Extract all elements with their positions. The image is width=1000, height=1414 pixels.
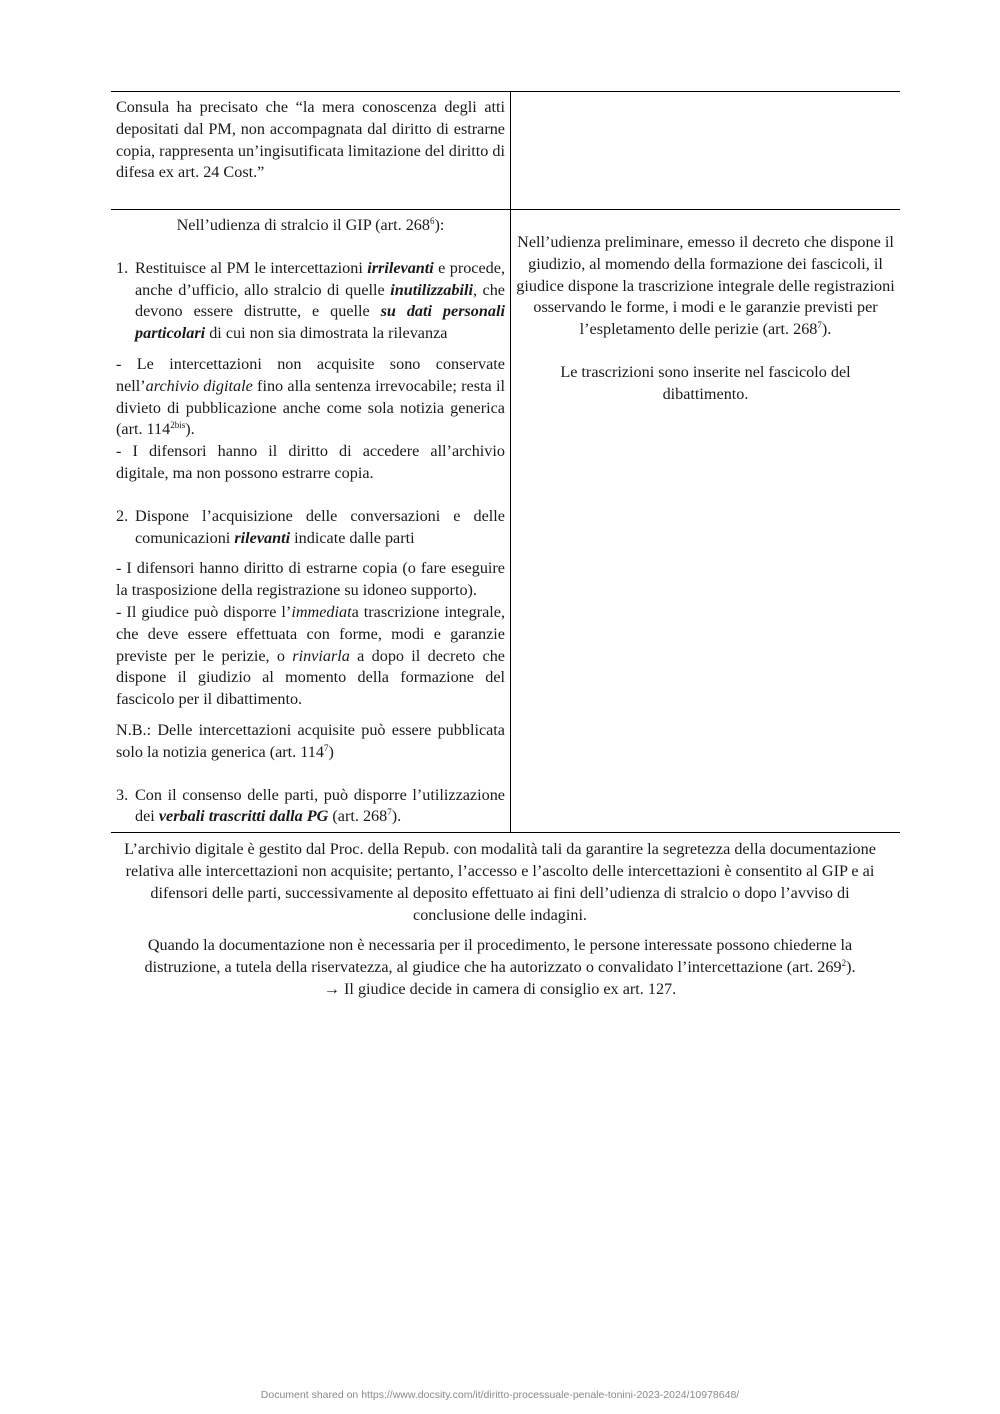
table-cell-right (511, 210, 901, 833)
consulta-quote: Consula ha precisato che “la mera conoscenza degli atti depositati dal PM, non accompagnata dal diritto di estrarne copia, rappresenta un’ingisutificata limitazione del diritto di difesa ex art. 24 Cost.” (116, 98, 505, 182)
list-item: 1. Restituisce al PM le intercettazioni irrilevanti e procede, anche d’ufficio, allo stralcio di quelle inutilizzabili, che devono essere distrutte, e quelle su dati personali particolari di cui non sia dimostrata la rilevanza (116, 258, 505, 343)
note-paragraph: - Il giudice può disporre l’immediata trascrizione integrale, che deve essere effettuata con forme, modi e garanzie previste per le perizie, o rinviarla a dopo il decreto che dispone il giudizio al momento della formazione del fascicolo per il dibattimento. (116, 602, 506, 709)
note-paragraph: - I difensori hanno il diritto di accedere all’archivio digitale, ma non possono estrarre copia. (116, 442, 505, 482)
numbered-list (116, 785, 505, 829)
note-paragraph: - I difensori hanno diritto di estrarne copia (o fare eseguire la trasposizione della registrazione su idoneo supporto). (116, 559, 505, 600)
trascrizioni-paragraph: Le trascrizioni sono inserite nel fascicolo del dibattimento. (560, 362, 851, 403)
bottom-notes (111, 839, 889, 1001)
list-item: 2. Dispone l’acquisizione delle conversazioni e delle comunicazioni rilevanti indicate dalle parti (116, 506, 505, 547)
udienza-preliminare-paragraph: Nell’udienza preliminare, emesso il decreto che dispone il giudizio, al momendo della formazione dei fascicoli, il giudice dispone la trascrizione integrale delle registrazioni osservando le forme, i modi e le garanzie previsti per l’espletamento delle perizie (art. $268^7$). (516, 233, 895, 339)
table-cell-right-empty (511, 92, 901, 210)
distruzione-paragraph: Quando la documentazione non è necessaria per il procedimento, le persone interessate possono chiederne la distruzione, a tutela della riservatezza, al giudice che ha autorizzato o convalidato l’intercettazione (art. $269^2$). (144, 936, 856, 977)
document-page (111, 91, 895, 1001)
section-heading: Nell’udienza di stralcio il GIP (art. $268^6$): (176, 216, 445, 234)
archivio-paragraph: L’archivio digitale è gestito dal Proc. della Repub. con modalità tali da garantire la segretezza della documentazione relativa alle intercettazioni non acquisite; pertanto, l’accesso e l’ascolto delle intercettazioni è consentito al GIP e ai difensori delle parti, successivamente al deposito effettuato ai fini dell’udienza di stralcio o dopo l’avviso di conclusione delle indagini. (124, 840, 876, 924)
comparison-table (111, 91, 900, 833)
numbered-list (116, 506, 505, 550)
table-row (111, 92, 900, 210)
table-cell-left (111, 92, 511, 210)
list-item: 3. Con il consenso delle parti, può disporre l’utilizzazione dei verbali trascritti dalla PG (art. $268^7$). (116, 785, 505, 826)
numbered-list (116, 258, 505, 345)
docsity-footer: Document shared on https://www.docsity.com/it/diritto-processuale-penale-tonini-2023-2024/10978648/ (260, 1389, 740, 1401)
table-cell-left (111, 210, 511, 833)
table-row (111, 210, 900, 833)
note-paragraph: - Le intercettazioni non acquisite sono conservate nell’archivio digitale fino alla sentenza irrevocabile; resta il divieto di pubblicazione anche come sola notizia generica (art. $114^{2bis}$). (116, 354, 505, 439)
nb-paragraph: N.B.: Delle intercettazioni acquisite può essere pubblicata solo la notizia generica (art. $114^7$) (116, 720, 505, 761)
camera-consiglio-line: → Il giudice decide in camera di consiglio ex art. 127. (323, 979, 677, 998)
